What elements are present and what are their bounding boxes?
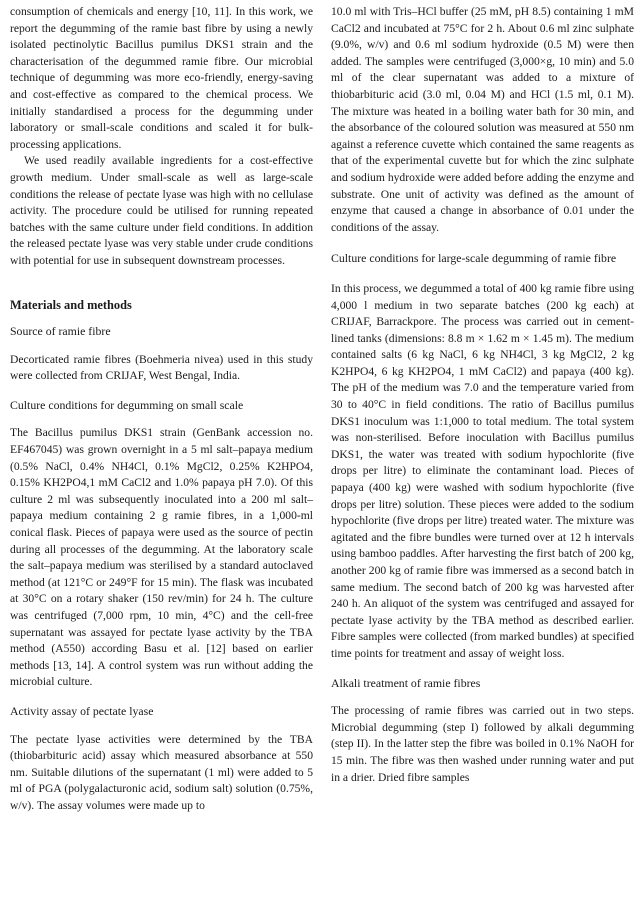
two-column-body	[10, 4, 634, 815]
subheading-culture-large-scale: Culture conditions for large-scale degumming of ramie fibre	[331, 251, 617, 266]
activity-paragraph: The pectate lyase activities were determined by the TBA (thiobarbituric acid) assay which measured absorbance at 550 nm. Suitable dilutions of the supernatant (1 ml) were added to 5 ml of PGA (polygalacturonic acid, sodium salt) solution (0.75%, w/v). The assay volumes were made up to	[10, 732, 313, 812]
subheading-culture-small-scale: Culture conditions for degumming on small scale	[10, 397, 244, 412]
right-column	[331, 4, 634, 815]
subheading-activity-assay: Activity assay of pectate lyase	[10, 703, 154, 718]
section-heading-materials-methods: Materials and methods	[10, 297, 132, 312]
source-paragraph: Decorticated ramie fibres (Boehmeria nivea) used in this study were collected from CRIJAF, West Bengal, India.	[10, 352, 313, 383]
alkali-paragraph: The processing of ramie fibres was carried out in two steps. Microbial degumming (step I) followed by alkali degumming (step II). In the latter step the fibre was boiled in 0.1% NaOH for 15 min. The fibre was then washed under running water and put in a drier. Dried fibre samples	[331, 704, 634, 784]
large-scale-paragraph: In this process, we degummed a total of 400 kg ramie fibre using 4,000 l medium in two separate batches (200 kg each) at CRIJAF, Barrackpore. The process was carried out in cement-lined tanks (dimensions: 8.8 m × 1.62 m × 1.45 m). The medium contained salts (6 kg NaCl, 6 kg NH4Cl, 3 kg MgCl2, 2 kg K2HPO4, 6 kg KH2PO4, 1 mM CaCl2) and papaya (400 kg). The pH of the medium was 7.0 and the temperature varied from 30 to 40°C in field conditions. The ratio of Bacillus pumilus DKS1 inoculum was 1:1,000 to total medium. The total system was non-sterilised. Before inoculation with Bacillus pumilus DKS1, the water was treated with sodium hypochlorite (five drops per litre) to eliminate the contaminant load. Pieces of papaya (400 kg) were washed with sodium hypochlorite (five drops per litre) solution. These pieces were added to the sodium hypochlorite (five drops per litre) treated water. The mixture was agitated and the fibre bundles were turned over at 12 h intervals using bamboo paddles. After harvesting the first batch of 200 kg, another 200 kg of ramie fibre was immersed as a second batch in same medium. The second batch of 200 kg was harvested after 240 h. An aliquot of the system was centrifuged and assayed for pectate lyase activity by the TBA method as described earlier. Fibre samples were collected (from marked bundles) at specified time points for treatment and assay of weight loss.	[331, 281, 634, 660]
intro-paragraph-1: consumption of chemicals and energy [10, 11]. In this work, we report the degumming of the ramie bast fibre by using a newly isolated pectinolytic Bacillus pumilus DKS1 strain and the characterisation of the degummed ramie fibre. Our microbial technique of degumming was more eco-friendly, energy-saving and cost-effective as compared to the chemical process. We initially standardised a process for the degumming under laboratory or small-scale conditions and scaled it for bulk-processing applications.	[10, 5, 313, 151]
culture-small-paragraph: The Bacillus pumilus DKS1 strain (GenBank accession no. EF467045) was grown overnight in a 5 ml salt–papaya medium (0.5% NaCl, 0.4% NH4Cl, 0.1% MgCl2, 0.25% K2HPO4, 0.15% KH2PO4,1 mM CaCl2 and 1.0% papaya pH 7.0). Of this culture 2 ml was subsequently inoculated into a 200 ml salt–papaya medium containing 2 g ramie fibres, in a 1,000-ml conical flask. Pieces of papaya were used as the source of pectin during all processes of the degumming. At the laboratory scale the salt–papaya medium was sterilised by a standard autoclaved method (at 121°C or 249°F for 15 min). The flask was incubated at 30°C on a rotary shaker (150 rev/min) for 24 h. The culture was centrifuged (7,000 rpm, 10 min, 4°C) and the cell-free supernatant was assayed for pectate lyase activity by the TBA method (A550) according Basu et al. [12] based on earlier methods [13, 14]. A control system was run without adding the microbial culture.	[10, 426, 313, 689]
assay-continued-paragraph: 10.0 ml with Tris–HCl buffer (25 mM, pH 8.5) containing 1 mM CaCl2 and incubated at 75°C for 2 h. About 0.6 ml zinc sulphate (9.0%, w/v) and 0.6 ml sodium hydroxide (0.5 M) were then added. The samples were centrifuged (3,000×g, 10 min) and 5.0 ml of the clear supernatant was added to a mixture of thiobarbituric acid (3.0 ml, 0.04 M) and HCl (1.5 ml, 0.1 M). The mixture was heated in a boiling water bath for 30 min, and the absorbance of the coloured solution was measured at 550 nm against a reference cuvette which contained the same reagents as that of the experimental cuvette but for which the zinc sulphate and sodium hydroxide were added before adding the enzyme and substrate. One unit of activity was defined as the amount of enzyme that caused a change in absorbance of 0.01 under the conditions of the assay.	[331, 5, 634, 234]
intro-paragraph-2: We used readily available ingredients for a cost-effective growth medium. Under small-scale as well as large-scale conditions the release of pectate lyase was high with no cellulase activity. The procedure could be utilised for running repeated batches with the same culture under field conditions. In addition the released pectate lyase was very stable under crude conditions with potential for use in subsequent downstream processes.	[10, 154, 313, 267]
subheading-source-of-ramie: Source of ramie fibre	[10, 324, 111, 339]
subheading-alkali-treatment: Alkali treatment of ramie fibres	[331, 675, 481, 690]
left-column	[10, 4, 313, 815]
